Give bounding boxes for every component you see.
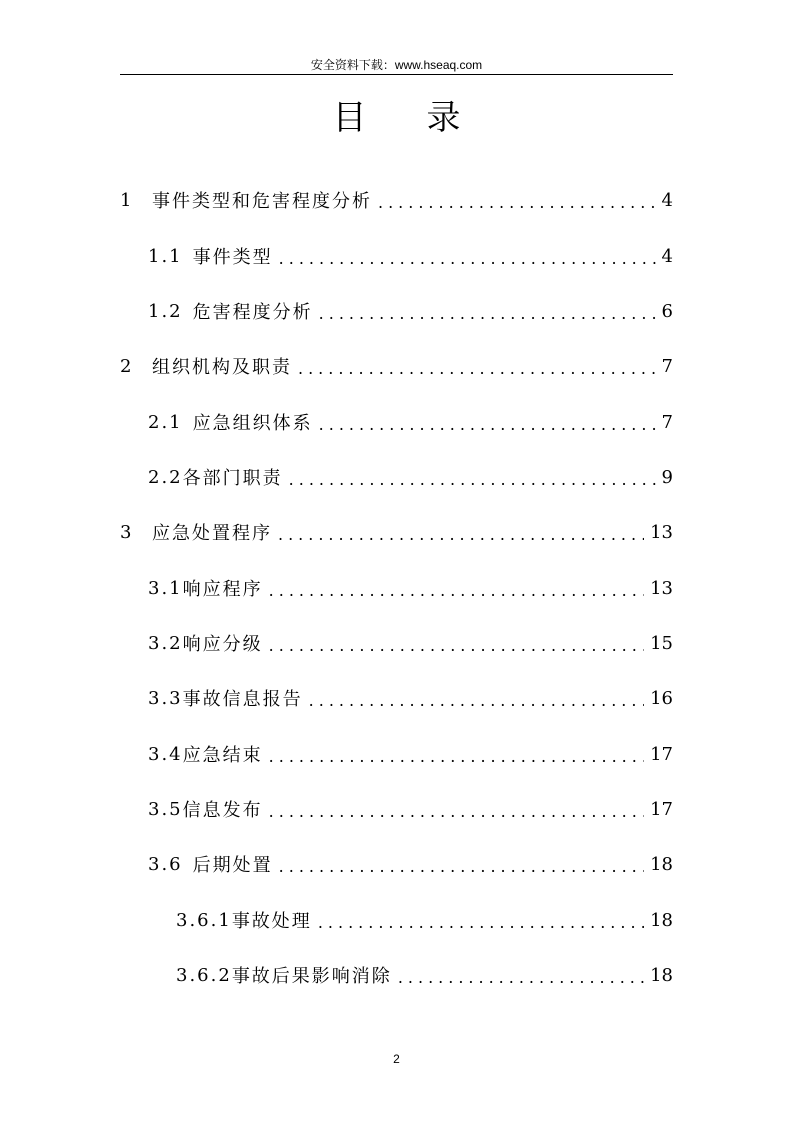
toc-entry-label: 响应分级 [182, 634, 263, 655]
toc-title: 目录 [332, 98, 521, 138]
toc-entry[interactable] [120, 520, 673, 544]
page-header: 安全资料下载：www.hseaq.com [310, 58, 483, 72]
toc-leader-dots [289, 470, 656, 489]
toc-entry[interactable] [148, 299, 673, 323]
toc-leader-dots [319, 415, 656, 434]
toc-entry-number: 1.1 [148, 245, 183, 267]
toc-entry-page: 7 [661, 355, 673, 377]
toc-entry[interactable] [148, 244, 673, 268]
toc-entry-page: 17 [650, 743, 673, 765]
toc-leader-dots [298, 359, 656, 378]
toc-entry-label: 各部门职责 [182, 468, 283, 489]
toc-entry-page: 18 [650, 853, 673, 875]
toc-leader-dots [269, 802, 644, 821]
toc-entry-page: 17 [650, 798, 673, 820]
toc-entry[interactable] [148, 631, 673, 655]
toc-entry-number: 3.4 [148, 743, 183, 765]
toc-entry[interactable] [148, 852, 673, 876]
toc-entry-number: 1 [120, 189, 134, 211]
toc-entry-page: 9 [661, 466, 673, 488]
toc-entry[interactable] [120, 188, 673, 212]
toc-entry-page: 18 [650, 909, 673, 931]
toc-entry-number: 3.2 [148, 632, 183, 654]
toc-entry-page: 6 [661, 300, 673, 322]
toc-entry-label: 事故信息报告 [182, 689, 303, 710]
toc-entry[interactable] [148, 686, 673, 710]
toc-entry-label: 事件类型 [192, 247, 273, 268]
toc-entry-page: 16 [650, 687, 673, 709]
toc-entry-page: 4 [661, 245, 673, 267]
toc-entry[interactable] [148, 742, 673, 766]
toc-entry-number: 3.5 [148, 798, 183, 820]
toc-entry[interactable] [176, 908, 673, 932]
toc-entry-label: 响应程序 [182, 579, 263, 600]
toc-entry-number: 2 [120, 355, 134, 377]
toc-leader-dots [318, 913, 644, 932]
toc-leader-dots [269, 581, 644, 600]
toc-entry-number: 1.2 [148, 300, 183, 322]
toc-entry[interactable] [120, 354, 673, 378]
toc-leader-dots [398, 968, 644, 987]
toc-entry-number: 2.1 [148, 411, 183, 433]
toc-entry-number: 3.1 [148, 577, 183, 599]
toc-entry-label: 事故后果影响消除 [231, 966, 392, 987]
toc-leader-dots [319, 304, 656, 323]
toc-leader-dots [278, 525, 644, 544]
toc-entry-number: 3.6 [148, 853, 183, 875]
toc-entry[interactable] [148, 465, 673, 489]
toc-entry-label: 应急结束 [182, 745, 263, 766]
toc-entry[interactable] [148, 797, 673, 821]
toc-entry[interactable] [176, 963, 673, 987]
toc-entry-number: 3.6.2 [176, 964, 232, 986]
header-rule [120, 74, 673, 75]
toc-entry-label: 应急组织体系 [192, 413, 313, 434]
toc-entry-label: 事件类型和危害程度分析 [152, 191, 372, 212]
toc-entry-page: 15 [650, 632, 673, 654]
toc-entry-page: 13 [650, 521, 673, 543]
toc-leader-dots [309, 691, 644, 710]
toc-entry[interactable] [148, 410, 673, 434]
toc-leader-dots [378, 193, 656, 212]
toc-entry-number: 2.2 [148, 466, 183, 488]
toc-entry-label: 信息发布 [182, 800, 263, 821]
toc-entry-label: 事故处理 [231, 911, 312, 932]
toc-entry-number: 3.3 [148, 687, 183, 709]
toc-entry-label: 组织机构及职责 [152, 357, 292, 378]
toc-entry-number: 3 [120, 521, 134, 543]
toc-entry-label: 后期处置 [192, 855, 273, 876]
toc-entry-number: 3.6.1 [176, 909, 232, 931]
toc-leader-dots [279, 249, 656, 268]
page-number: 2 [393, 1052, 400, 1066]
toc-entry-page: 18 [650, 964, 673, 986]
toc-entry-label: 应急处置程序 [152, 523, 272, 544]
toc-entry-page: 7 [661, 411, 673, 433]
toc-leader-dots [269, 636, 644, 655]
toc-leader-dots [269, 747, 644, 766]
toc-entry-page: 13 [650, 577, 673, 599]
toc-entry[interactable] [148, 576, 673, 600]
toc-entry-page: 4 [661, 189, 673, 211]
toc-entry-label: 危害程度分析 [192, 302, 313, 323]
toc-leader-dots [279, 857, 644, 876]
